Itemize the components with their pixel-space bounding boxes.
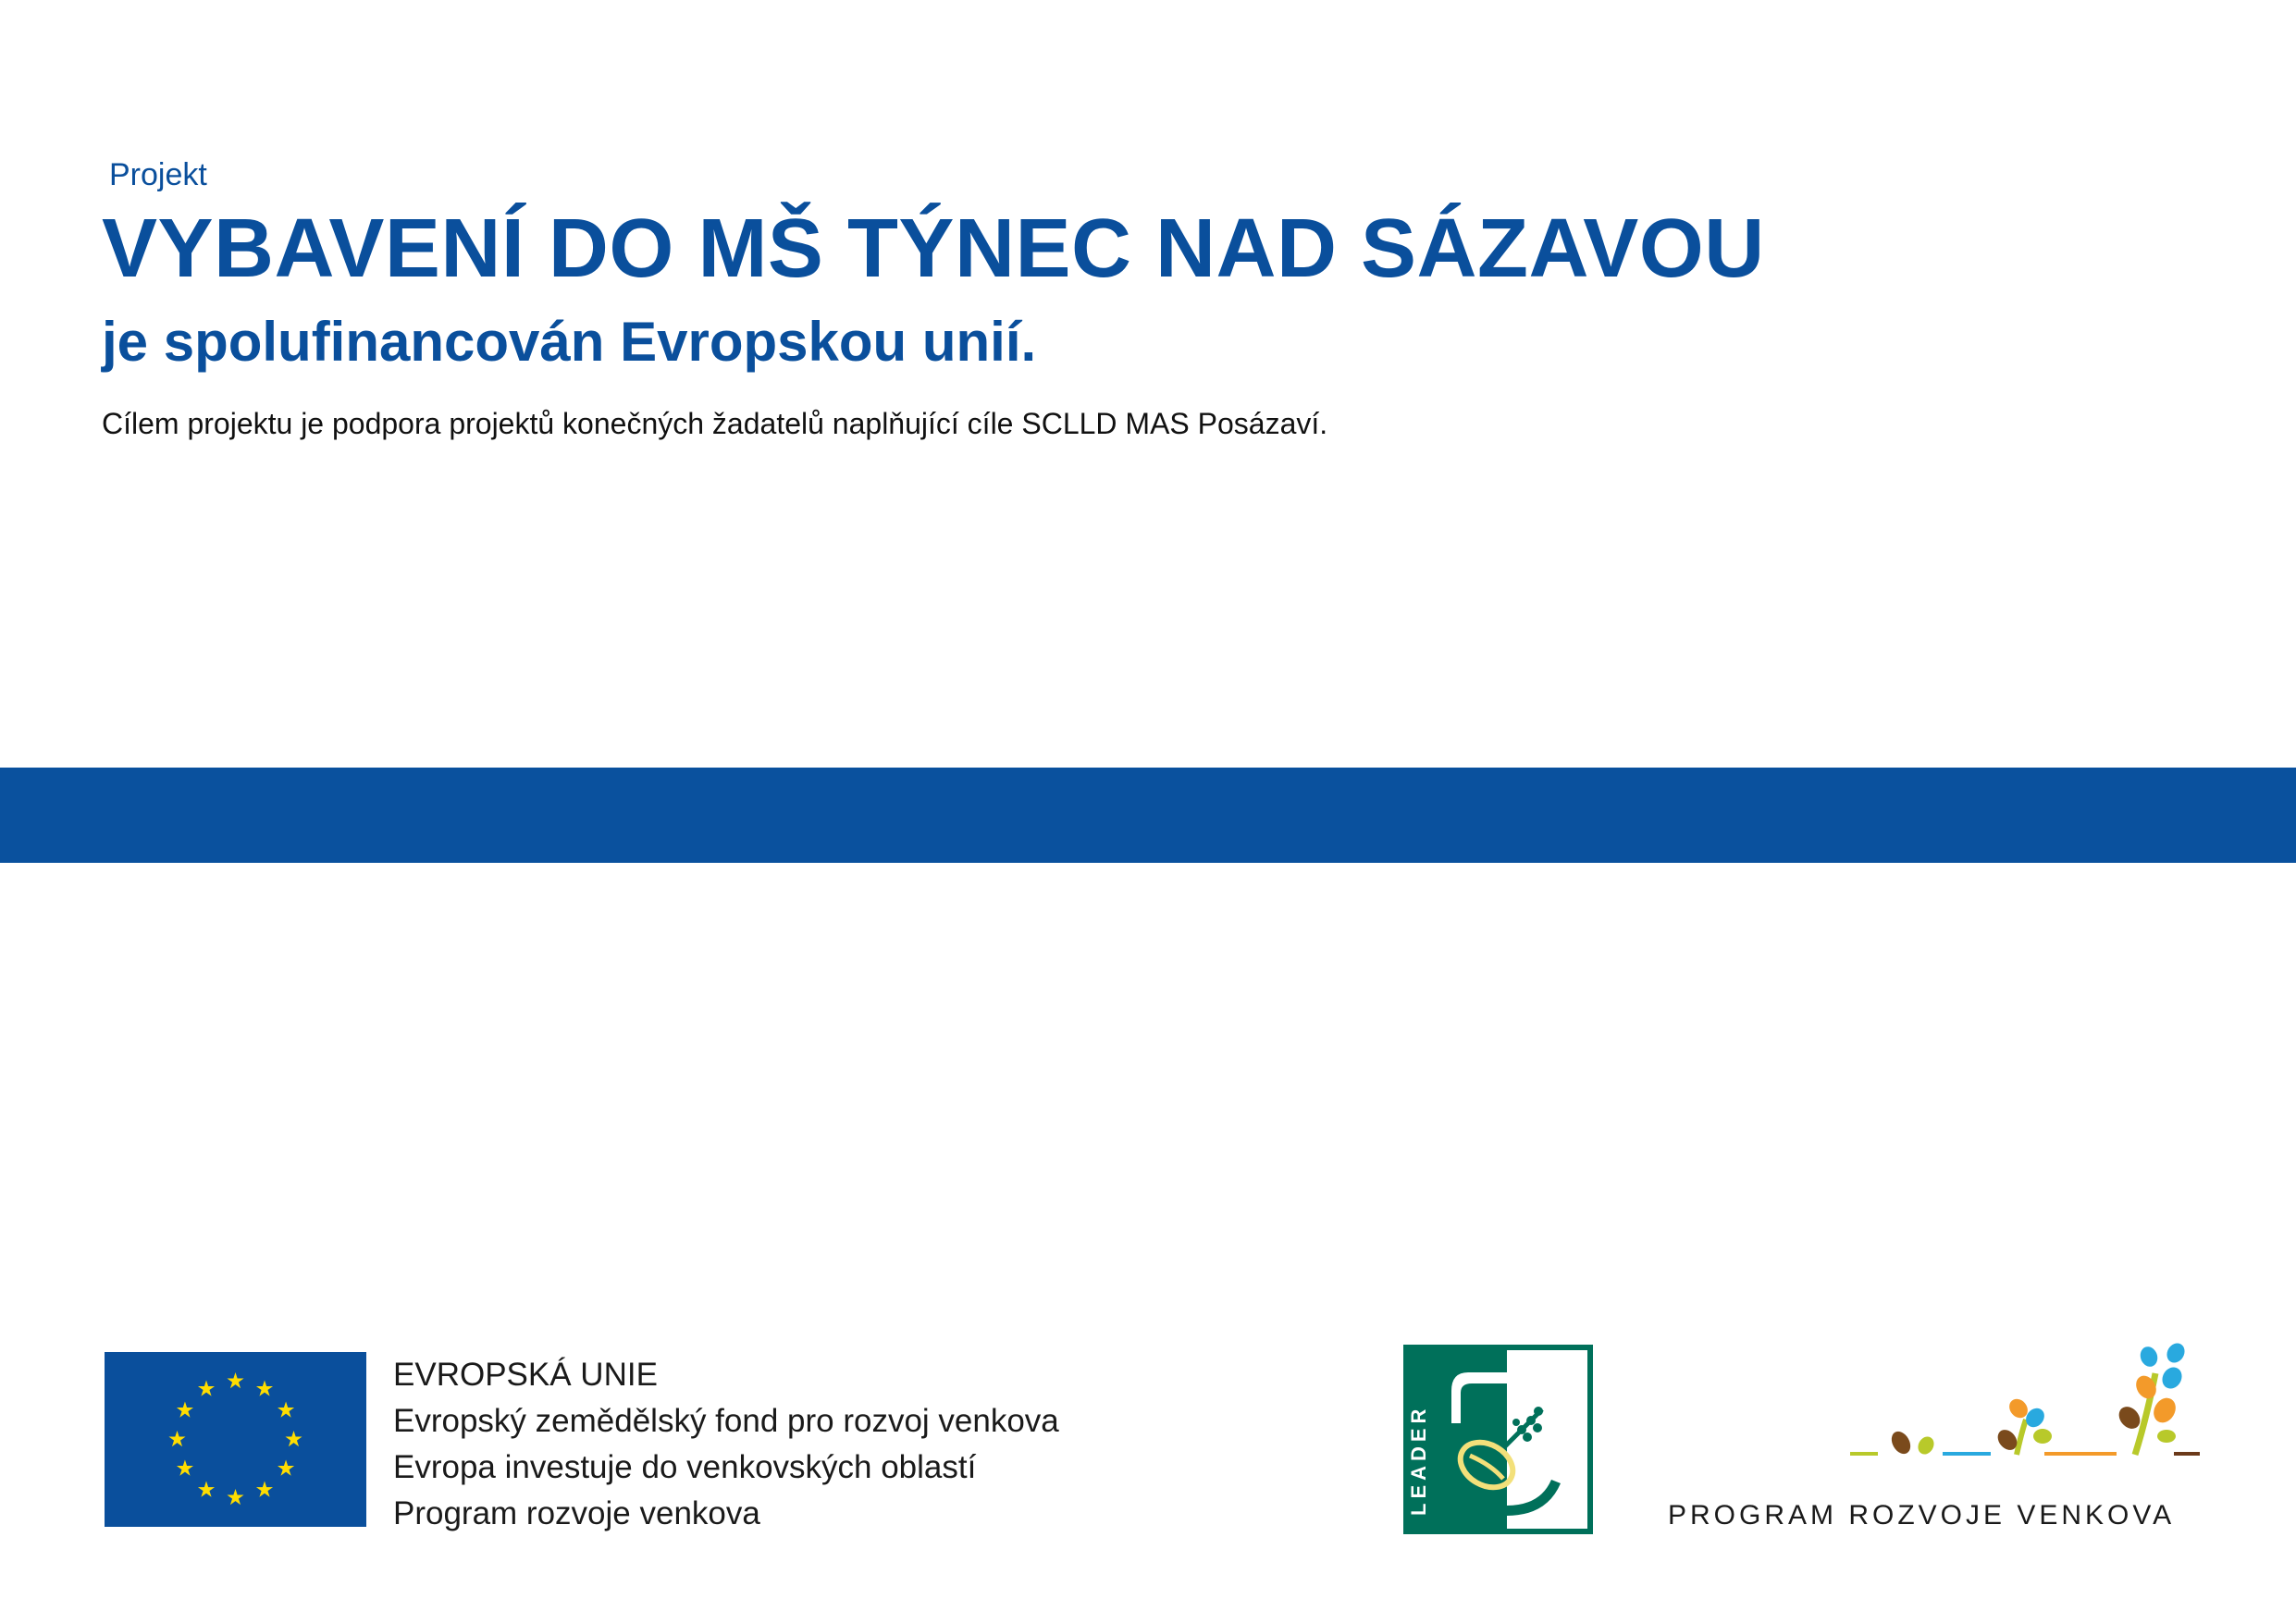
eu-star-icon [278, 1402, 294, 1418]
eu-line-program: Program rozvoje venkova [393, 1495, 760, 1531]
eu-star-icon [285, 1431, 302, 1446]
eu-star-icon [227, 1372, 243, 1388]
eu-star-icon [177, 1460, 193, 1476]
project-description: Cílem projektu je podpora projektů konečných žadatelů naplňující cíle SCLLD MAS Posázaví. [102, 407, 1328, 440]
eu-star-icon [256, 1380, 273, 1396]
eu-star-icon [198, 1380, 215, 1396]
project-label: Projekt [109, 157, 207, 192]
eu-star-icon [198, 1482, 215, 1497]
eu-line-slogan: Evropa investuje do venkovských oblastí [393, 1449, 977, 1485]
eu-star-icon [168, 1431, 185, 1446]
prv-logo-text: PROGRAM ROZVOJE VENKOVA [1668, 1500, 2176, 1531]
eu-star-icon [256, 1482, 273, 1497]
eu-flag-icon [105, 1352, 366, 1527]
eu-star-icon [177, 1402, 193, 1418]
leader-logo-icon [1403, 1345, 1593, 1534]
eu-line-title: EVROPSKÁ UNIE [393, 1357, 658, 1393]
blue-band [0, 768, 2296, 863]
eu-info-block [393, 1352, 1059, 1537]
page-title: VYBAVENÍ DO MŠ TÝNEC NAD SÁZAVOU [102, 203, 1765, 295]
page-subtitle: je spolufinancován Evropskou unií. [102, 311, 1037, 373]
svg-text:LEADER: LEADER [1407, 1404, 1430, 1516]
eu-star-icon [227, 1489, 243, 1505]
eu-star-icon [278, 1460, 294, 1476]
prv-logo-icon [1841, 1336, 2211, 1466]
eu-line-fund: Evropský zemědělský fond pro rozvoj venkova [393, 1403, 1059, 1439]
